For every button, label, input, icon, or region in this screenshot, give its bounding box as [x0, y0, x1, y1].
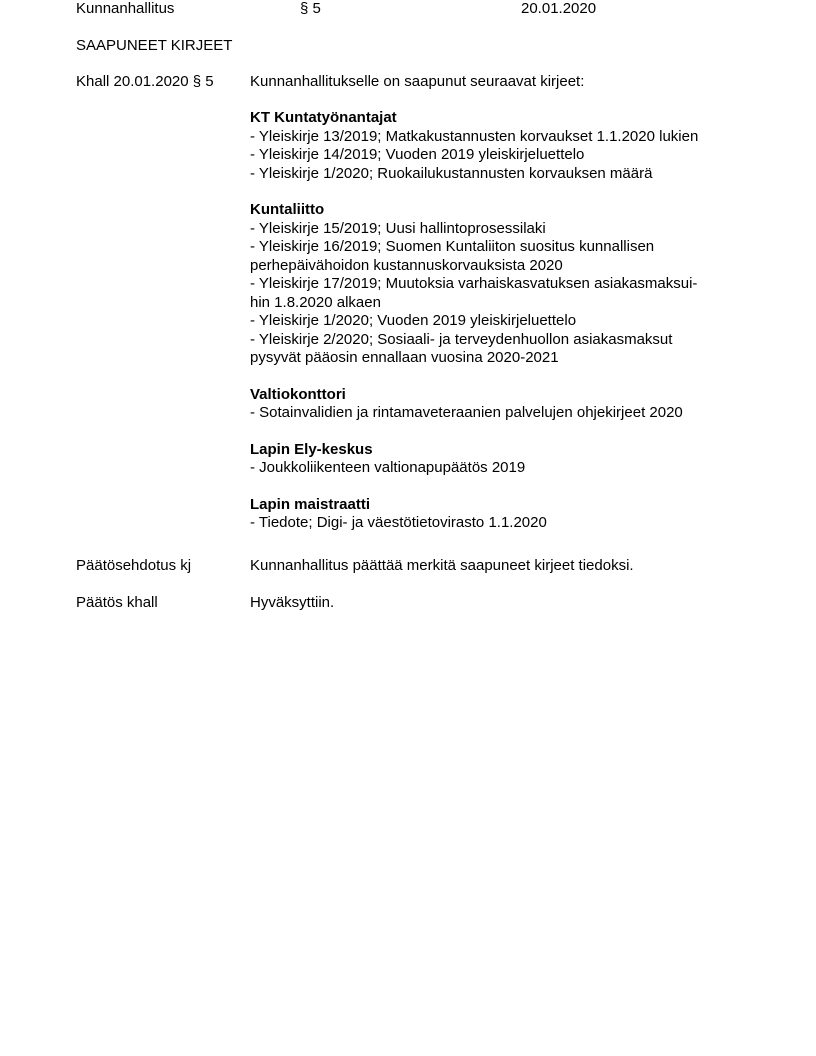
group-org: Kuntaliitto [250, 201, 325, 218]
letter-line: - Tiedote; Digi- ja väestötietovirasto 1.1.2020 [250, 514, 547, 531]
proposal-label: Päätösehdotus kj [76, 557, 192, 574]
letter-line: - Yleiskirje 1/2020; Vuoden 2019 yleiskirjeluettelo [250, 312, 577, 329]
letter-group [250, 496, 740, 533]
letter-group [250, 201, 740, 368]
decision-label: Päätös khall [76, 594, 158, 611]
group-org: Valtiokonttori [250, 385, 346, 403]
letter-group [250, 441, 740, 478]
letter-group [250, 109, 740, 183]
document-title: SAAPUNEET KIRJEET [76, 37, 233, 54]
letter-line: - Yleiskirje 17/2019; Muutoksia varhaiskasvatuksen asiakasmaksui- [250, 275, 698, 292]
letter-line: - Sotainvalidien ja rintamaveteraanien palvelujen ohjekirjeet 2020 [250, 404, 683, 421]
group-org: Lapin Ely-keskus [250, 440, 373, 458]
letter-line: perhepäivähoidon kustannuskorvauksista 2020 [250, 256, 563, 274]
case-label: Khall 20.01.2020 § 5 [76, 73, 214, 90]
group-org: KT Kuntatyönantajat [250, 109, 397, 126]
letter-line: - Yleiskirje 14/2019; Vuoden 2019 yleiskirjeluettelo [250, 146, 585, 163]
letter-line: - Joukkoliikenteen valtionapupäätös 2019 [250, 459, 526, 476]
letter-line: - Yleiskirje 15/2019; Uusi hallintoprosessilaki [250, 219, 546, 237]
letter-line: - Yleiskirje 13/2019; Matkakustannusten korvaukset 1.1.2020 lukien [250, 127, 699, 145]
letter-line: - Yleiskirje 16/2019; Suomen Kuntaliiton suositus kunnallisen [250, 238, 655, 255]
letter-line: pysyvät pääosin ennallaan vuosina 2020-2021 [250, 349, 559, 366]
letter-line: hin 1.8.2020 alkaen [250, 293, 381, 311]
letter-line: - Yleiskirje 1/2020; Ruokailukustannusten korvauksen määrä [250, 164, 653, 182]
header-date: 20.01.2020 [521, 0, 597, 17]
header-body-name: Kunnanhallitus [76, 0, 175, 17]
letter-line: - Yleiskirje 2/2020; Sosiaali- ja terveydenhuollon asiakasmaksut [250, 330, 673, 348]
header-section: § 5 [300, 0, 321, 17]
letter-group [250, 386, 740, 423]
group-org: Lapin maistraatti [250, 495, 371, 513]
decision-text: Hyväksyttiin. [250, 594, 335, 611]
proposal-text: Kunnanhallitus päättää merkitä saapuneet kirjeet tiedoksi. [250, 557, 634, 574]
letters-section [250, 73, 740, 551]
case-intro: Kunnanhallitukselle on saapunut seuraavat kirjeet: [250, 73, 585, 90]
